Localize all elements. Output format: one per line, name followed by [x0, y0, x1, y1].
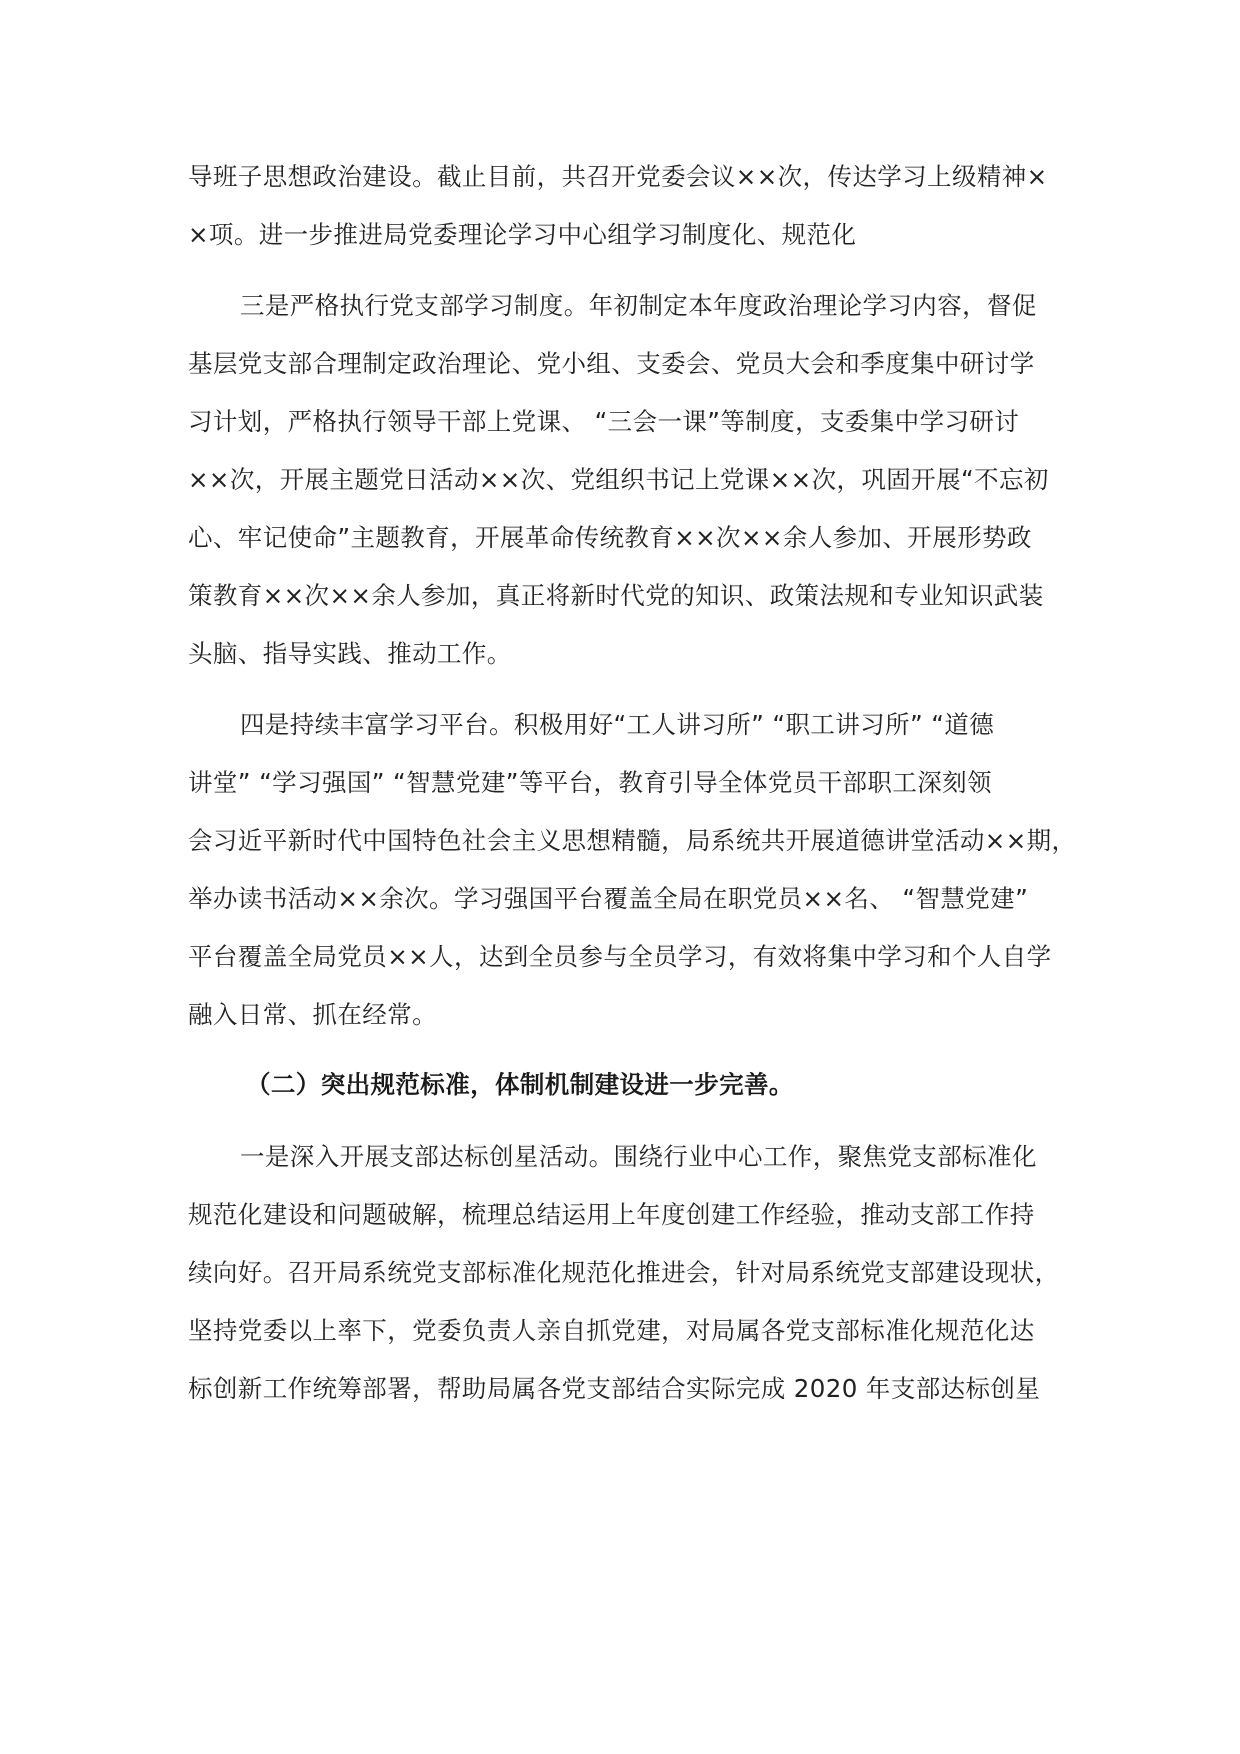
paragraph-first-line: 三是严格执行党支部学习制度。年初制定本年度政治理论学习内容，督促: [240, 291, 1037, 320]
body-text-line: 头脑、指导实践、推动工作。: [188, 639, 512, 668]
body-text-line: 融入日常、抓在经常。: [188, 1000, 437, 1029]
body-text-line: 平台覆盖全局党员××人，达到全员参与全员学习，有效将集中学习和个人自学: [188, 942, 1052, 971]
section-heading: （二）突出规范标准，体制机制建设进一步完善。: [246, 1070, 794, 1099]
body-text-line: 标创新工作统筹部署，帮助局属各党支部结合实际完成 2020 年支部达标创星: [188, 1374, 1041, 1403]
body-text-line: 举办读书活动××余次。学习强国平台覆盖全局在职党员××名、 “智慧党建”: [188, 884, 1029, 913]
paragraph-first-line: 一是深入开展支部达标创星活动。围绕行业中心工作，聚焦党支部标准化: [240, 1142, 1037, 1171]
body-text-line: 坚持党委以上率下，党委负责人亲自抓党建，对局属各党支部标准化规范化达: [188, 1316, 1035, 1345]
body-text-line: 策教育××次××余人参加，真正将新时代党的知识、政策法规和专业知识武装: [188, 581, 1044, 610]
body-text-line: 心、牢记使命”主题教育，开展革命传统教育××次××余人参加、开展形势政: [188, 523, 1032, 552]
body-text-line: ××次，开展主题党日活动××次、党组织书记上党课××次，巩固开展“不忘初: [188, 465, 1049, 494]
body-text-line: 讲堂” “学习强国” “智慧党建”等平台，教育引导全体党员干部职工深刻领: [188, 768, 992, 797]
body-text-line: 导班子思想政治建设。截止目前，共召开党委会议××次，传达学习上级精神×: [188, 162, 1048, 191]
body-text-line: 规范化建设和问题破解，梳理总结运用上年度创建工作经验，推动支部工作持: [188, 1200, 1035, 1229]
body-text-line: 续向好。召开局系统党支部标准化规范化推进会，针对局系统党支部建设现状，: [188, 1258, 1060, 1287]
body-text-line: 习计划，严格执行领导干部上党课、 “三会一课”等制度，支委集中学习研讨: [188, 407, 1020, 436]
paragraph-first-line: 四是持续丰富学习平台。积极用好“工人讲习所” “职工讲习所” “道德: [240, 710, 995, 739]
body-text-line: 基层党支部合理制定政治理论、党小组、支委会、党员大会和季度集中研讨学: [188, 349, 1035, 378]
body-text-line: 会习近平新时代中国特色社会主义思想精髓，局系统共开展道德讲堂活动××期，: [188, 826, 1077, 855]
body-text-line: ×项。进一步推进局党委理论学习中心组学习制度化、规范化: [188, 220, 857, 249]
